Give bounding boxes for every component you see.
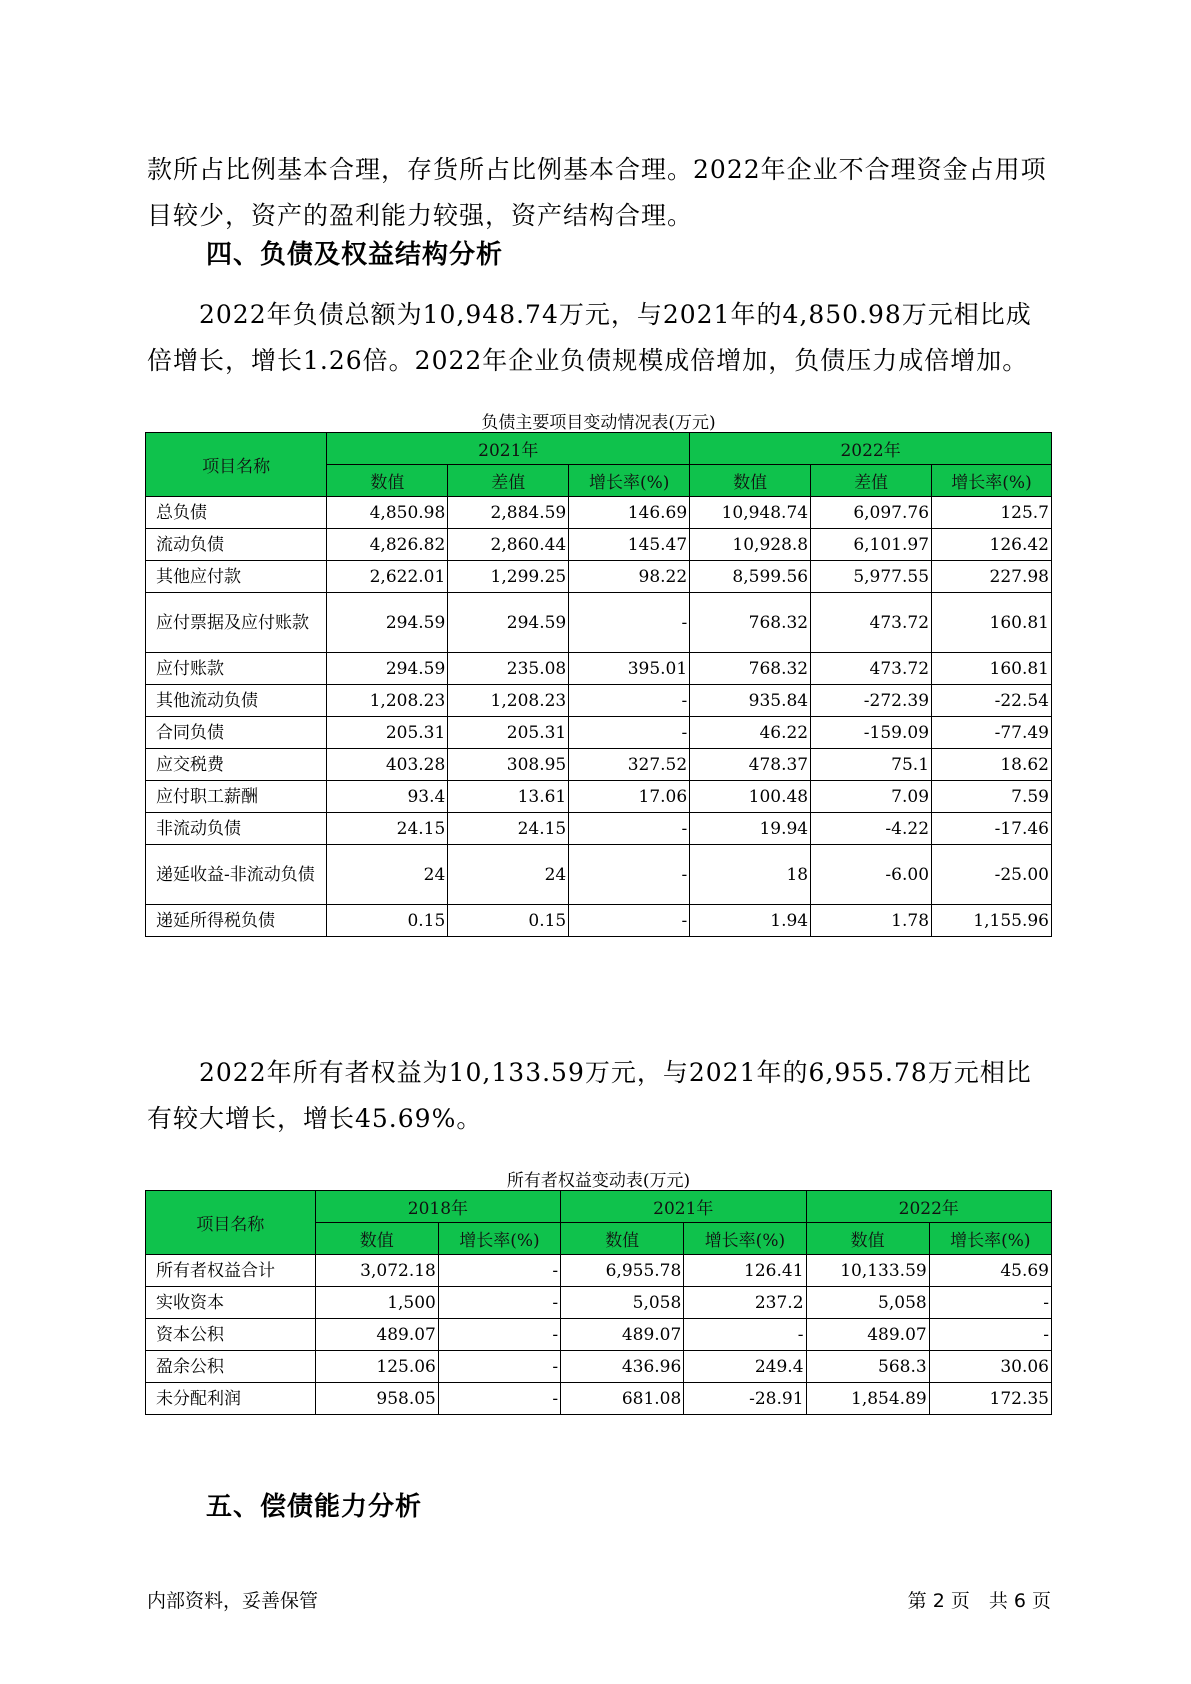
table-cell: 7.59: [932, 781, 1052, 813]
table-row: [146, 905, 1052, 937]
row-label: 总负债: [146, 497, 327, 529]
table-cell: 2,860.44: [448, 529, 569, 561]
row-label: 其他流动负债: [146, 685, 327, 717]
row-label: 盈余公积: [146, 1351, 316, 1383]
table-cell: 294.59: [327, 593, 448, 653]
table-row: [146, 749, 1052, 781]
equity-paragraph: 2022年所有者权益为10,133.59万元，与2021年的6,955.78万元相比有较大增长，增长45.69%。: [147, 1058, 1032, 1133]
table-cell: 1,500: [315, 1287, 438, 1319]
table-cell: 308.95: [448, 749, 569, 781]
section-heading-4: 四、负债及权益结构分析: [206, 240, 504, 270]
table-cell: 10,948.74: [690, 497, 811, 529]
table-cell: 473.72: [811, 593, 932, 653]
table-cell: -: [569, 813, 690, 845]
table-cell: 8,599.56: [690, 561, 811, 593]
table-cell: -25.00: [932, 845, 1052, 905]
column-header: 数值: [327, 465, 448, 497]
table-cell: 1,208.23: [448, 685, 569, 717]
table-row: [146, 1287, 1052, 1319]
table-cell: 1,299.25: [448, 561, 569, 593]
table-cell: 227.98: [932, 561, 1052, 593]
table-cell: 1,208.23: [327, 685, 448, 717]
row-label: 流动负债: [146, 529, 327, 561]
section-heading-5: 五、偿债能力分析: [206, 1492, 423, 1522]
table-row: [146, 561, 1052, 593]
table-cell: 100.48: [690, 781, 811, 813]
table-cell: 768.32: [690, 653, 811, 685]
table-cell: 1.94: [690, 905, 811, 937]
table-cell: 13.61: [448, 781, 569, 813]
table-cell: 6,097.76: [811, 497, 932, 529]
year-header: 2021年: [561, 1191, 806, 1223]
table-cell: 4,826.82: [327, 529, 448, 561]
table-cell: 5,058: [806, 1287, 929, 1319]
table-cell: 75.1: [811, 749, 932, 781]
column-header: 增长率(%): [569, 465, 690, 497]
table-cell: 145.47: [569, 529, 690, 561]
row-label: 非流动负债: [146, 813, 327, 845]
equity-table-body: [146, 1255, 1052, 1415]
table-cell: 30.06: [929, 1351, 1051, 1383]
table-cell: 93.4: [327, 781, 448, 813]
column-header: 差值: [811, 465, 932, 497]
table-row: [146, 497, 1052, 529]
table-cell: 24.15: [448, 813, 569, 845]
table-row: [146, 529, 1052, 561]
table-cell: -4.22: [811, 813, 932, 845]
table-cell: 160.81: [932, 653, 1052, 685]
table-cell: 4,850.98: [327, 497, 448, 529]
table-cell: -77.49: [932, 717, 1052, 749]
table-cell: 2,622.01: [327, 561, 448, 593]
footer-confidential-note: 内部资料，妥善保管: [147, 1590, 319, 1612]
column-header: 增长率(%): [438, 1223, 560, 1255]
table-cell: 6,101.97: [811, 529, 932, 561]
table-cell: 568.3: [806, 1351, 929, 1383]
table-cell: -: [684, 1319, 806, 1351]
table-cell: 18: [690, 845, 811, 905]
row-label: 合同负债: [146, 717, 327, 749]
table-cell: 24: [448, 845, 569, 905]
table-cell: 489.07: [561, 1319, 684, 1351]
table-row: [146, 593, 1052, 653]
liability-table-caption: 负债主要项目变动情况表(万元): [481, 413, 716, 433]
liability-paragraph: 2022年负债总额为10,948.74万元，与2021年的4,850.98万元相比成倍增长，增长1.26倍。2022年企业负债规模成倍增加，负债压力成倍增加。: [147, 300, 1032, 375]
table-cell: -28.91: [684, 1383, 806, 1415]
year-header: 2022年: [806, 1191, 1051, 1223]
table-cell: 24.15: [327, 813, 448, 845]
table-cell: 489.07: [315, 1319, 438, 1351]
table-cell: -22.54: [932, 685, 1052, 717]
table-cell: 205.31: [327, 717, 448, 749]
table-row: [146, 781, 1052, 813]
table-cell: -: [438, 1319, 560, 1351]
year-header: 2018年: [315, 1191, 560, 1223]
column-header: 差值: [448, 465, 569, 497]
table-cell: 126.42: [932, 529, 1052, 561]
year-header: 2021年: [327, 433, 690, 465]
table-cell: 327.52: [569, 749, 690, 781]
liability-table: [145, 432, 1052, 937]
table-cell: 681.08: [561, 1383, 684, 1415]
table-cell: 395.01: [569, 653, 690, 685]
table-cell: 45.69: [929, 1255, 1051, 1287]
table-cell: 24: [327, 845, 448, 905]
table-cell: -17.46: [932, 813, 1052, 845]
table-cell: 205.31: [448, 717, 569, 749]
table-cell: 0.15: [448, 905, 569, 937]
table-cell: -6.00: [811, 845, 932, 905]
table-cell: -: [569, 685, 690, 717]
table-cell: 98.22: [569, 561, 690, 593]
table-cell: 6,955.78: [561, 1255, 684, 1287]
equity-table-caption: 所有者权益变动表(万元): [506, 1171, 691, 1191]
intro-paragraph: 款所占比例基本合理，存货所占比例基本合理。2022年企业不合理资金占用项目较少，资产的盈利能力较强，资产结构合理。: [147, 155, 1047, 230]
table-cell: -272.39: [811, 685, 932, 717]
table-row: [146, 813, 1052, 845]
equity-table: [145, 1190, 1052, 1415]
column-header: 数值: [690, 465, 811, 497]
table-cell: 0.15: [327, 905, 448, 937]
row-label: 资本公积: [146, 1319, 316, 1351]
table-cell: -: [438, 1287, 560, 1319]
table-cell: 489.07: [806, 1319, 929, 1351]
table-cell: 294.59: [448, 593, 569, 653]
column-header: 数值: [315, 1223, 438, 1255]
table-cell: 768.32: [690, 593, 811, 653]
row-label: 实收资本: [146, 1287, 316, 1319]
table-cell: 46.22: [690, 717, 811, 749]
table-cell: -: [569, 905, 690, 937]
column-header: 增长率(%): [929, 1223, 1051, 1255]
row-label: 应付票据及应付账款: [146, 593, 327, 653]
row-label: 递延收益-非流动负债: [146, 845, 327, 905]
table-cell: -: [438, 1351, 560, 1383]
table-cell: 478.37: [690, 749, 811, 781]
row-label: 其他应付款: [146, 561, 327, 593]
table-cell: 235.08: [448, 653, 569, 685]
row-label: 应付职工薪酬: [146, 781, 327, 813]
table-row: [146, 717, 1052, 749]
column-header-item-name: 项目名称: [146, 433, 327, 497]
table-cell: 5,058: [561, 1287, 684, 1319]
table-cell: 473.72: [811, 653, 932, 685]
table-cell: 17.06: [569, 781, 690, 813]
table-cell: 935.84: [690, 685, 811, 717]
table-cell: 146.69: [569, 497, 690, 529]
table-cell: 7.09: [811, 781, 932, 813]
table-cell: 294.59: [327, 653, 448, 685]
table-row: [146, 1351, 1052, 1383]
table-cell: 172.35: [929, 1383, 1051, 1415]
table-cell: 249.4: [684, 1351, 806, 1383]
table-cell: 19.94: [690, 813, 811, 845]
row-label: 所有者权益合计: [146, 1255, 316, 1287]
row-label: 应付账款: [146, 653, 327, 685]
table-cell: 125.7: [932, 497, 1052, 529]
table-cell: -: [569, 845, 690, 905]
table-cell: -: [569, 717, 690, 749]
table-cell: 10,928.8: [690, 529, 811, 561]
table-cell: -: [438, 1255, 560, 1287]
table-cell: 1,854.89: [806, 1383, 929, 1415]
table-cell: 1,155.96: [932, 905, 1052, 937]
year-header: 2022年: [690, 433, 1052, 465]
table-cell: 3,072.18: [315, 1255, 438, 1287]
column-header: 数值: [561, 1223, 684, 1255]
table-cell: 1.78: [811, 905, 932, 937]
table-cell: 237.2: [684, 1287, 806, 1319]
table-cell: 10,133.59: [806, 1255, 929, 1287]
table-cell: -: [929, 1319, 1051, 1351]
row-label: 未分配利润: [146, 1383, 316, 1415]
table-row: [146, 845, 1052, 905]
table-cell: 125.06: [315, 1351, 438, 1383]
footer-page-number: 第 2 页 共 6 页: [907, 1590, 1051, 1612]
table-cell: 126.41: [684, 1255, 806, 1287]
table-cell: 403.28: [327, 749, 448, 781]
table-cell: 160.81: [932, 593, 1052, 653]
row-label: 应交税费: [146, 749, 327, 781]
table-cell: 436.96: [561, 1351, 684, 1383]
column-header: 数值: [806, 1223, 929, 1255]
table-cell: 5,977.55: [811, 561, 932, 593]
table-row: [146, 1383, 1052, 1415]
liability-table-body: [146, 497, 1052, 937]
column-header-item-name: 项目名称: [146, 1191, 316, 1255]
table-cell: -: [569, 593, 690, 653]
table-row: [146, 1319, 1052, 1351]
table-row: [146, 685, 1052, 717]
table-row: [146, 653, 1052, 685]
column-header: 增长率(%): [932, 465, 1052, 497]
table-cell: -: [438, 1383, 560, 1415]
table-cell: 2,884.59: [448, 497, 569, 529]
table-row: [146, 1255, 1052, 1287]
table-cell: -159.09: [811, 717, 932, 749]
table-cell: 958.05: [315, 1383, 438, 1415]
table-cell: -: [929, 1287, 1051, 1319]
row-label: 递延所得税负债: [146, 905, 327, 937]
column-header: 增长率(%): [684, 1223, 806, 1255]
table-cell: 18.62: [932, 749, 1052, 781]
